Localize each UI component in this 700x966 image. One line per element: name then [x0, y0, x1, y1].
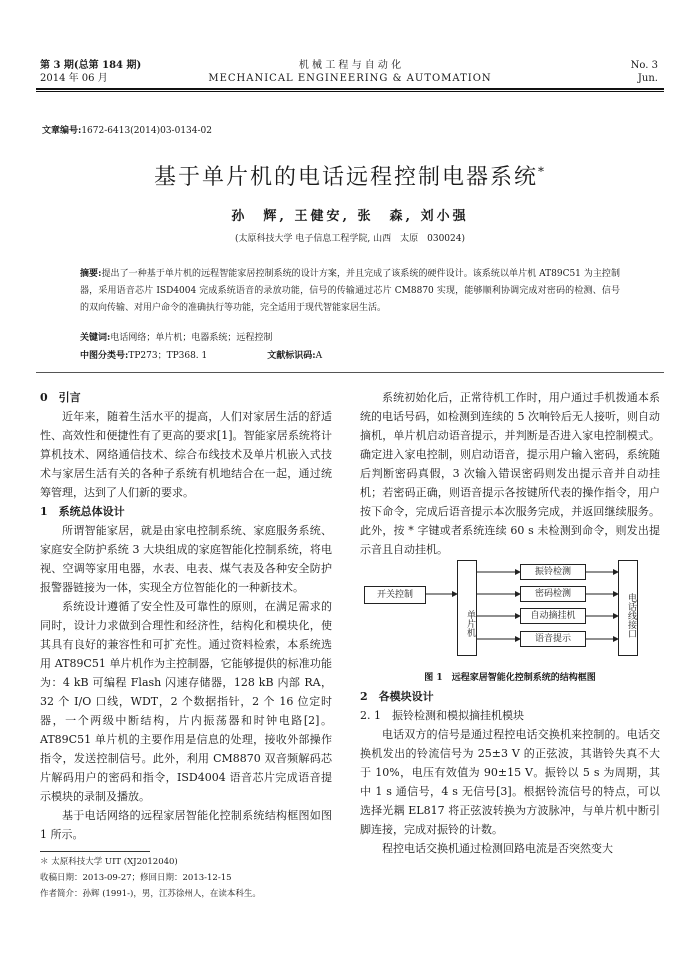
right-paragraph-1: 系统初始化后，正常待机工作时，用户通过手机拨通本系统的电话号码，如检测到连续的 5 次响铃后无人接听，则自动摘机，单片机启动语音提示，并判断是否进入家电控制模式。确定进入家电控制，则启动语音，提示用户输入密码，系统随后判断密码真假，3 次输入错误密码则发出提示音并自动挂机；若密码正确，则语音提示各按键所代表的操作指令，用户按下命令，完成后语音提示本次服务完成，并返回继续服务。此外，按 * 字键或者系统连续 60 s 未检测到命令，则发出提示音且自动挂机。 — [360, 391, 660, 556]
classification — [80, 348, 620, 361]
figure-1-diagram — [360, 556, 660, 666]
header-rule — [36, 88, 664, 90]
authors: 孙 辉, 王健安, 张 森, 刘小强 — [231, 209, 469, 224]
abstract-label: 摘要: — [80, 269, 102, 279]
doc-code-label: 文献标识码: — [267, 351, 316, 361]
issue-number: 第 3 期(总第 184 期) — [40, 60, 142, 71]
journal-name-en: MECHANICAL ENGINEERING & AUTOMATION — [208, 73, 492, 84]
footnote-dates: 收稿日期：2013-09-27；修回日期：2013-12-15 — [40, 873, 232, 883]
abstract-rule — [36, 372, 664, 373]
figure-1-arrows — [360, 556, 660, 666]
footnote-author-bio: 作者简介：孙辉 (1991-)，男，江苏徐州人，在读本科生。 — [40, 889, 261, 899]
issue-month: Jun. — [637, 73, 658, 84]
issue-info — [40, 59, 141, 85]
keywords-label: 关键词: — [80, 333, 111, 343]
paper-title — [60, 160, 640, 191]
paper-title-text: 基于单片机的电话远程控制电器系统 — [153, 165, 538, 190]
figure-1-caption: 图 1 远程家居智能化控制系统的结构框图 — [424, 673, 596, 683]
right-column-top — [360, 388, 660, 559]
section-0-heading: 0 引言 — [40, 391, 81, 404]
title-footnote-mark: * — [538, 164, 546, 179]
classification-label: 中图分类号: — [80, 351, 129, 361]
abstract — [80, 266, 620, 317]
section-1-paragraph-2: 系统设计遵循了安全性及可靠性的原则，在满足需求的同时，设计力求做到合理性和经济性，结构化和模块化，使其具有良好的兼容性和可扩充性。通过资料检索，本系统选用 AT89C51 单片机作为主控制器，它能够提供的标准功能为：4 kB 可编程 Flash 闪速存储器，128 kB 内部 RA，32 个 I/O 口线，WDT，2 个数据指针，2 个 16 位定时器，一个两级中断结构，片内振荡器和时钟电路[2]。AT89C51 单片机的主要作用是信息的处理，接收外部操作指令，发送控制信号。此外，利用 CM8870 双音频解码芯片解码用户的密码和指令，ISD4004 语音芯片完成语音提示模块的录制及播放。 — [40, 600, 332, 803]
right-paragraph-3: 程控电话交换机通过检测回路电流是否突然变大 — [382, 842, 613, 855]
journal-name-cn: 机 械 工 程 与 自 动 化 — [298, 60, 402, 71]
section-2-heading: 2 各模块设计 — [360, 690, 434, 703]
ring-detect-box: 振铃检测 — [520, 564, 586, 580]
journal-name — [180, 59, 520, 85]
voice-prompt-box: 语音提示 — [520, 631, 586, 647]
right-paragraph-2: 电话双方的信号是通过程控电话交换机来控制的。电话交换机发出的铃流信号为 25±3 V 的正弦波，其谐铃失真不大于 10%，电压有效值为 90±15 V。振铃以 5 s 为周期，其中 1 s 通信号，4 s 无信号[3]。根据铃流信号的特点，可以选择光耦 EL817 将正弦波转换为方波脉冲，与单片机中断引脚连接，完成对振铃的计数。 — [360, 728, 660, 836]
section-1-heading: 1 系统总体设计 — [40, 505, 125, 518]
section-2-1-heading: 2. 1 振铃检测和模拟摘挂机模块 — [360, 709, 524, 722]
issue-meta — [631, 59, 658, 85]
doc-code-value: A — [315, 351, 323, 361]
article-number — [42, 123, 212, 136]
abstract-text: 提出了一种基于单片机的远程智能家居控制系统的设计方案，并且完成了该系统的硬件设计。该系统以单片机 AT89C51 为主控制器，采用语音芯片 ISD4004 完成系统语音的录放功能，信号的传输通过芯片 CM8870 实现，能够顺利协调完成对密码的检测、信号的双向传输、对用户命令的准确执行等功能，完全适用于现代智能家居生活。 — [80, 269, 620, 313]
issue-no: No. 3 — [630, 60, 658, 71]
password-detect-box: 密码检测 — [520, 586, 586, 602]
section-1-paragraph-1: 所谓智能家居，就是由家电控制系统、家庭服务系统、家庭安全防护系统 3 大块组成的家庭智能化控制系统，将电视、空调等家用电器，水表、电表、煤气表及各种安全防护报警器链接为一体，实现全方位智能化的一种新技术。 — [40, 524, 332, 594]
phone-interface-box: 电话线接口 — [618, 560, 638, 656]
switch-control-box: 开关控制 — [364, 586, 426, 604]
header-rule-thin — [36, 91, 664, 92]
keywords — [80, 330, 620, 343]
article-number-value: 1672-6413(2014)03-0134-02 — [81, 126, 212, 136]
affiliation: (太原科技大学 电子信息工程学院, 山西 太原 030024) — [235, 234, 465, 244]
issue-date: 2014 年 06 月 — [40, 73, 108, 84]
left-column — [40, 388, 332, 844]
section-0-paragraph-1: 近年来，随着生活水平的提高，人们对家居生活的舒适性、高效性和便捷性有了更高的要求[1]。智能家居系统将计算机技术、网络通信技术、综合布线技术及单片机嵌入式技术与家居生活有关的各种子系统有机地结合在一起，通过统筹管理，达到了人们新的要求。 — [40, 410, 332, 499]
footnote-rule — [40, 851, 150, 852]
mcu-box: 单片机 — [457, 560, 477, 656]
right-column-bottom — [360, 687, 660, 858]
footnote-fund: ＊ 太原科技大学 UIT (XJ2012040) — [40, 857, 178, 867]
classification-value: TP273；TP368. 1 — [128, 351, 208, 361]
keywords-text: 电话网络；单片机；电器系统；远程控制 — [110, 333, 273, 343]
article-number-label: 文章编号: — [42, 126, 82, 136]
section-1-paragraph-3: 基于电话网络的远程家居智能化控制系统结构框图如图 1 所示。 — [40, 809, 332, 841]
auto-hook-box: 自动摘挂机 — [520, 608, 586, 624]
